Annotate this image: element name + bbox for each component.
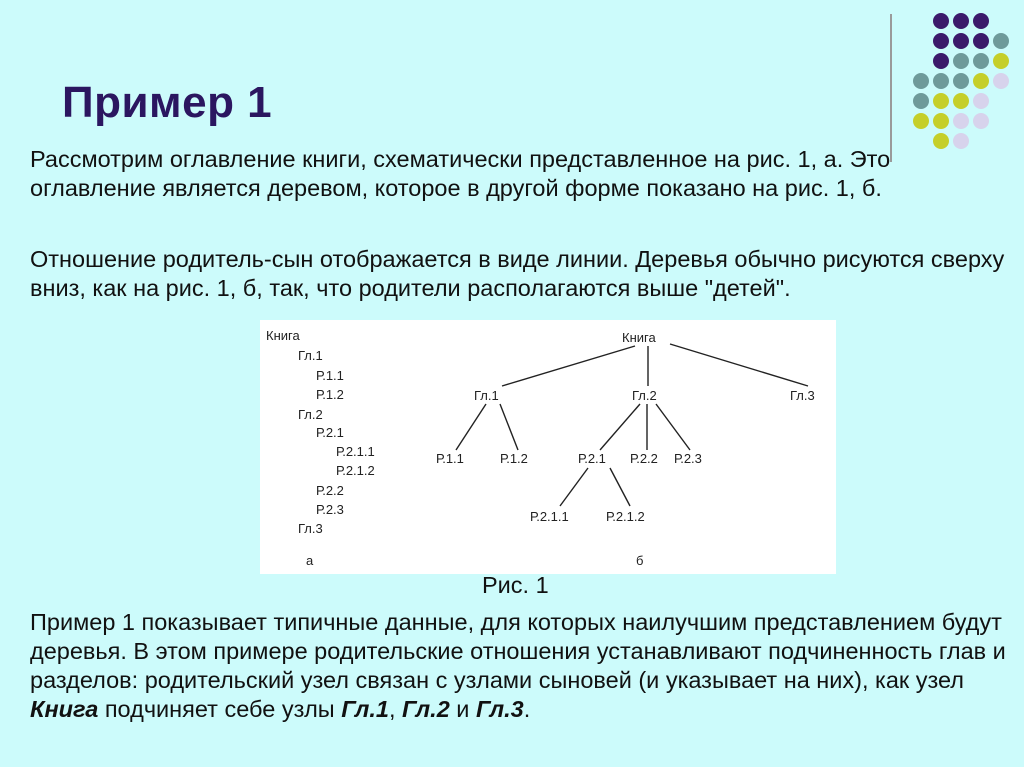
decorative-dot bbox=[973, 73, 989, 89]
conclusion-text: . bbox=[523, 696, 531, 722]
tree-node: Р.2.2 bbox=[630, 451, 658, 466]
conclusion-text: , bbox=[388, 696, 403, 722]
tree-node: Гл.2 bbox=[632, 388, 657, 403]
decorative-dot bbox=[953, 93, 969, 109]
tree-node: Гл.3 bbox=[790, 388, 815, 403]
decorative-dot bbox=[933, 13, 949, 29]
outline-item: Р.2.1.2 bbox=[336, 463, 375, 478]
bold-term-gl3: Гл.3 bbox=[475, 696, 524, 722]
edge bbox=[502, 346, 635, 386]
tree-node: Р.2.1.2 bbox=[606, 509, 645, 524]
decorative-dot bbox=[933, 53, 949, 69]
outline-item: Гл.2 bbox=[298, 407, 323, 422]
decorative-dot bbox=[933, 93, 949, 109]
paragraph-relation: Отношение родитель-сын отображается в виде линии. Деревья обычно рисуются сверху вниз, как на рис. 1, б, так, что родители располагаются выше "детей". bbox=[30, 246, 1005, 301]
outline-item: Гл.1 bbox=[298, 348, 323, 363]
outline-item: Р.1.1 bbox=[316, 368, 344, 383]
conclusion-text: подчиняет себе узлы bbox=[98, 696, 342, 722]
decorative-dot bbox=[953, 73, 969, 89]
tree-node: Р.1.2 bbox=[500, 451, 528, 466]
edge bbox=[610, 468, 630, 506]
tree-svg bbox=[260, 320, 836, 574]
figure-caption: Рис. 1 bbox=[482, 572, 549, 598]
decorative-dot bbox=[973, 113, 989, 129]
decorative-dot bbox=[933, 73, 949, 89]
decorative-dot bbox=[953, 53, 969, 69]
edge bbox=[600, 404, 640, 450]
outline-item: Р.2.1.1 bbox=[336, 444, 375, 459]
bold-term-gl1: Гл.1 bbox=[341, 696, 389, 722]
decorative-dot bbox=[993, 73, 1009, 89]
tree-edges bbox=[456, 344, 808, 506]
decorative-dot bbox=[993, 33, 1009, 49]
bold-term-kniga: Книга bbox=[30, 696, 99, 722]
tree-node: Р.1.1 bbox=[436, 451, 464, 466]
conclusion-text: Пример 1 показывает типичные данные, для которых наилучшим представлением будут деревья. В этом примере родительские отношения устанавливают подчиненность глав и разделов: родительский узел связан с узлами сыновей (и указывает на них), как узел bbox=[30, 609, 1006, 693]
decorative-dot bbox=[973, 13, 989, 29]
decorative-dot bbox=[953, 113, 969, 129]
paragraph-intro: Рассмотрим оглавление книги, схематически представленное на рис. 1, а. Это оглавление является деревом, которое в другой форме показано на рис. 1, б. bbox=[30, 146, 891, 201]
decorative-dot bbox=[973, 33, 989, 49]
paragraph-conclusion bbox=[30, 608, 1015, 724]
outline-item: Р.2.3 bbox=[316, 502, 344, 517]
tree-node: Р.2.3 bbox=[674, 451, 702, 466]
decorative-dot bbox=[913, 73, 929, 89]
outline-item: Р.2.1 bbox=[316, 425, 344, 440]
decorative-dot bbox=[953, 13, 969, 29]
tree-label: б bbox=[636, 553, 644, 568]
outline-item: Книга bbox=[266, 328, 300, 343]
outline-item: Гл.3 bbox=[298, 521, 323, 536]
tree-node: Гл.1 bbox=[474, 388, 499, 403]
outline-item: Р.2.2 bbox=[316, 483, 344, 498]
edge bbox=[500, 404, 518, 450]
slide-title: Пример 1 bbox=[62, 78, 273, 127]
outline-label: а bbox=[306, 553, 314, 568]
figure-tree-diagram bbox=[260, 320, 836, 574]
tree-node: Книга bbox=[622, 330, 656, 345]
decorative-dot bbox=[993, 53, 1009, 69]
bold-term-gl2: Гл.2 bbox=[402, 696, 450, 722]
decorative-dot bbox=[933, 33, 949, 49]
tree-node: Р.2.1.1 bbox=[530, 509, 569, 524]
outline-item: Р.1.2 bbox=[316, 387, 344, 402]
edge bbox=[656, 404, 690, 450]
tree-node: Р.2.1 bbox=[578, 451, 606, 466]
decorative-dot bbox=[973, 93, 989, 109]
decorative-dot bbox=[953, 33, 969, 49]
decorative-dot bbox=[973, 53, 989, 69]
edge bbox=[670, 344, 808, 386]
edge bbox=[560, 468, 588, 506]
decorative-dot bbox=[913, 113, 929, 129]
decorative-dot bbox=[913, 93, 929, 109]
conclusion-text: и bbox=[449, 696, 476, 722]
decorative-dot bbox=[933, 113, 949, 129]
edge bbox=[456, 404, 486, 450]
